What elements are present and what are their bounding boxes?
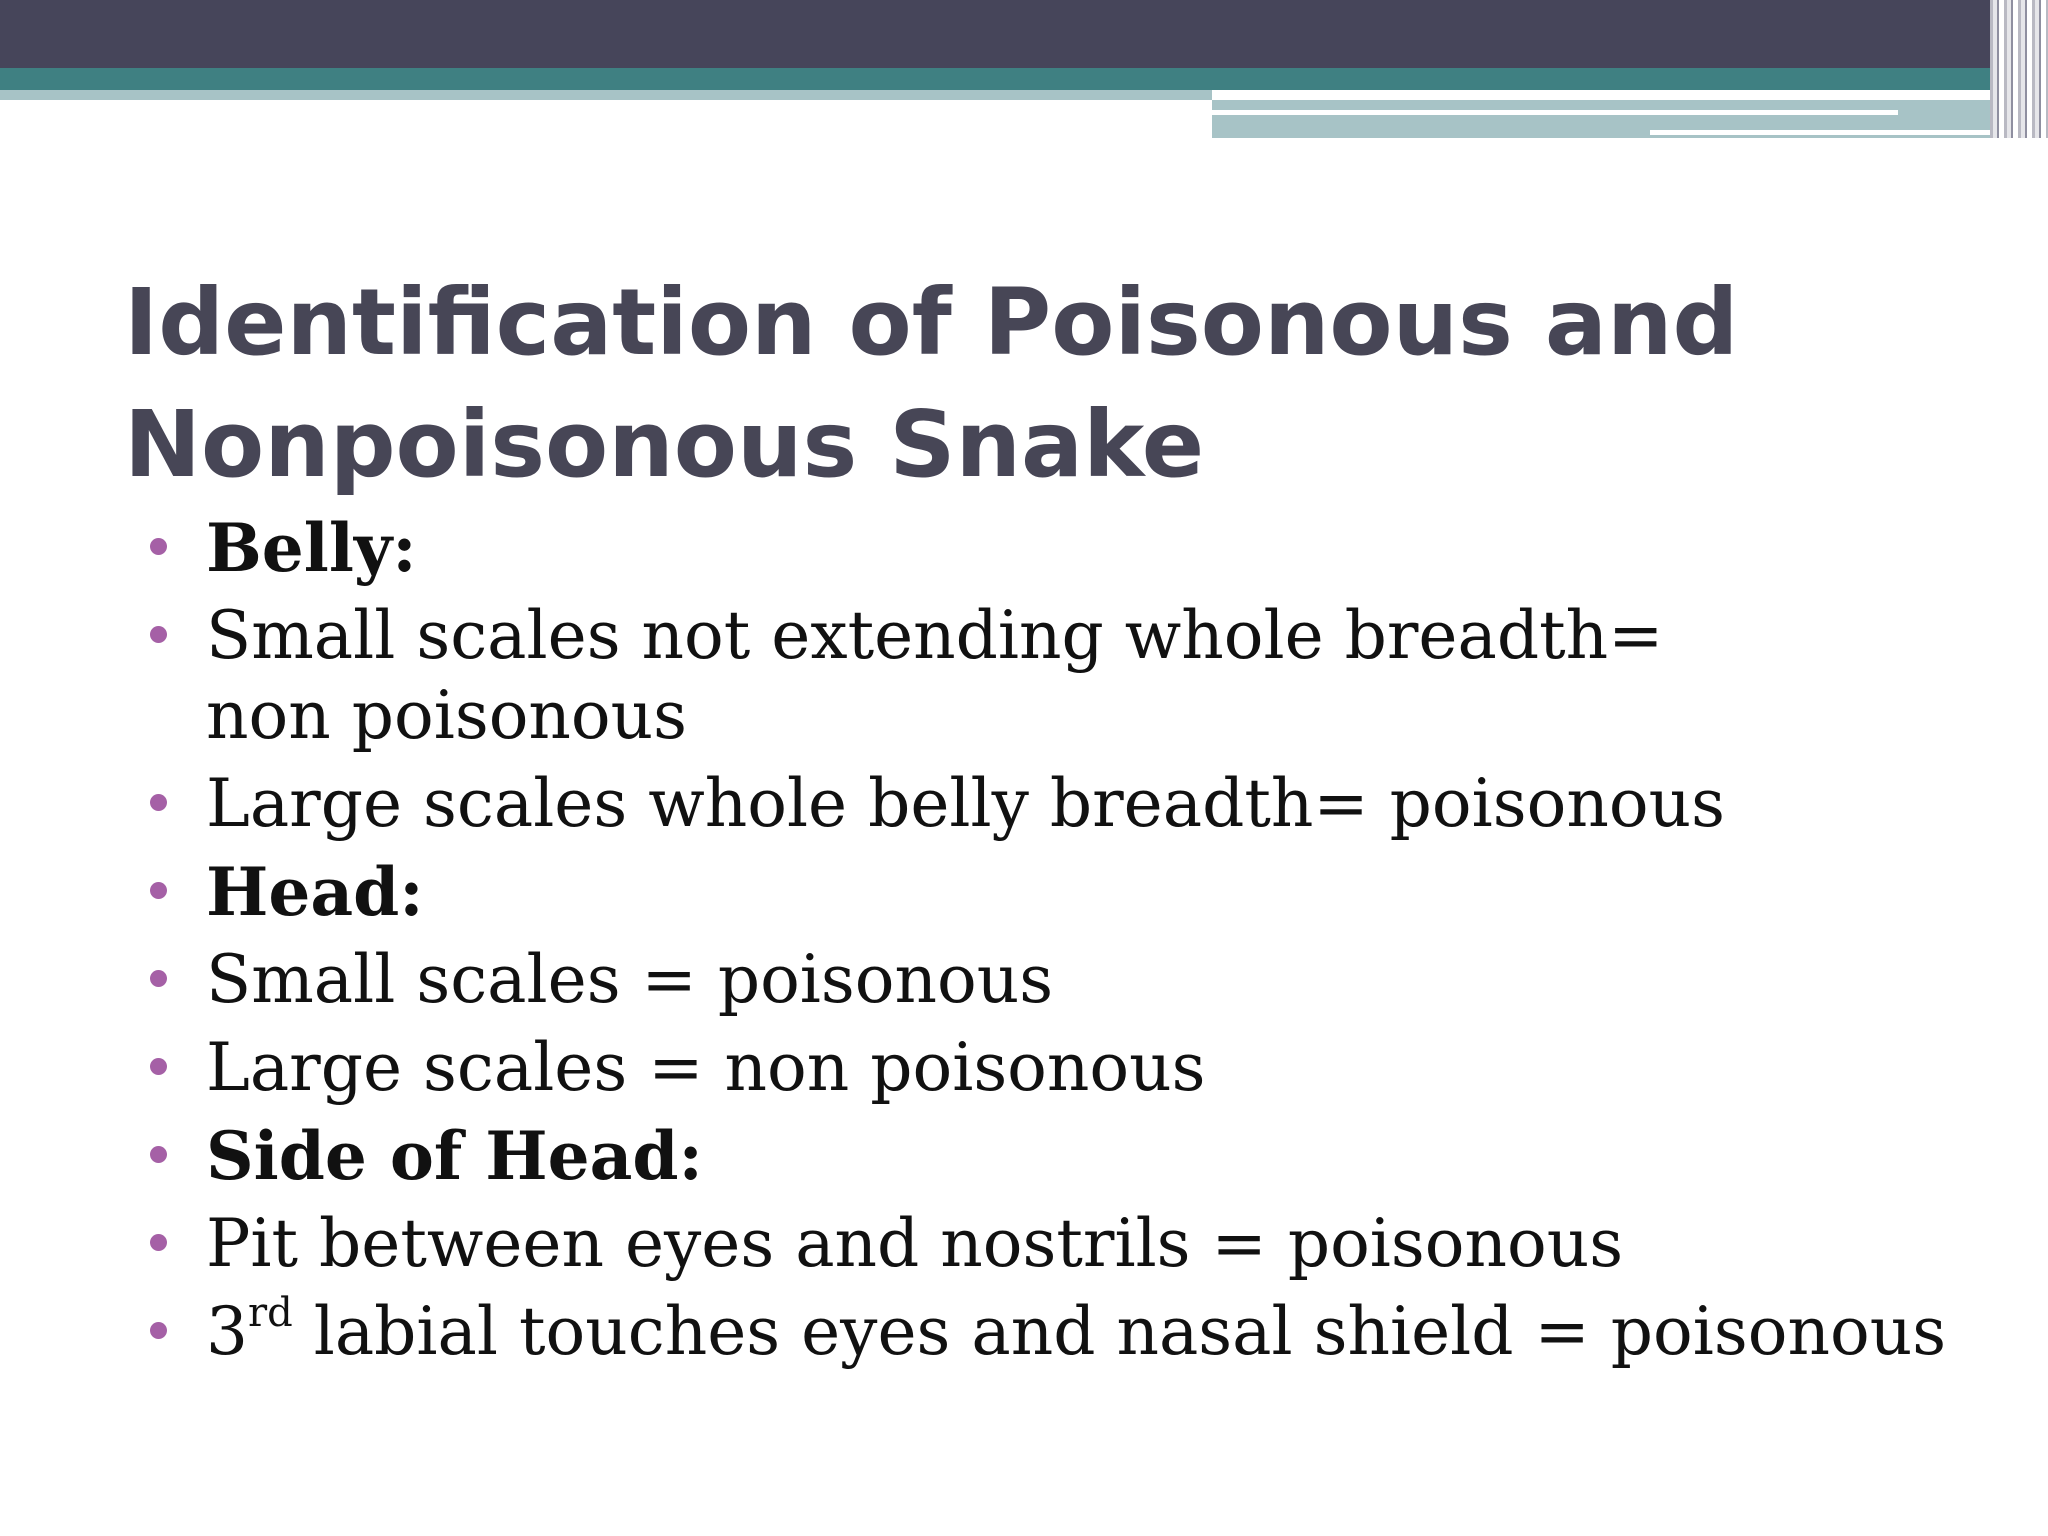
bullet-dot-icon <box>150 970 167 987</box>
bullet-text: Large scales whole belly breadth= poisonous <box>206 765 1725 842</box>
bullet-pit-between-eyes <box>140 1204 1960 1284</box>
bullet-third-labial <box>140 1292 1960 1372</box>
bullet-text: Small scales not extending whole breadth= non poisonous <box>206 597 1664 754</box>
bullet-prefix: 3 <box>206 1293 248 1370</box>
header-line <box>1212 110 1898 115</box>
header-line-short <box>1650 130 1990 135</box>
bullet-text: Pit between eyes and nostrils = poisonous <box>206 1205 1624 1282</box>
header-edge-stripes <box>1990 0 2048 138</box>
bullet-side-of-head-heading <box>140 1116 1960 1196</box>
bullet-dot-icon <box>150 1146 167 1163</box>
bullet-text: Large scales = non poisonous <box>206 1029 1206 1106</box>
bullet-list <box>140 508 1960 1380</box>
slide-title <box>124 262 1884 506</box>
bullet-text: Side of Head: <box>206 1117 703 1195</box>
slide-title-line-1: Identification of Poisonous and <box>124 269 1739 376</box>
bullet-dot-icon <box>150 626 167 643</box>
header-bar <box>0 0 2048 68</box>
bullet-text: Small scales = poisonous <box>206 941 1054 1018</box>
bullet-belly-small-scales <box>140 596 1960 756</box>
bullet-text: labial touches eyes and nasal shield = poisonous <box>292 1293 1947 1370</box>
slide-title-line-2: Nonpoisonous Snake <box>124 391 1205 498</box>
bullet-text: Belly: <box>206 509 417 587</box>
bullet-head-heading <box>140 852 1960 932</box>
bullet-belly-heading <box>140 508 1960 588</box>
bullet-dot-icon <box>150 794 167 811</box>
bullet-dot-icon <box>150 1058 167 1075</box>
bullet-head-small-scales <box>140 940 1960 1020</box>
bullet-belly-large-scales <box>140 764 1960 844</box>
bullet-text: Head: <box>206 853 424 931</box>
bullet-head-large-scales <box>140 1028 1960 1108</box>
bullet-dot-icon <box>150 882 167 899</box>
bullet-dot-icon <box>150 1234 167 1251</box>
bullet-superscript: rd <box>248 1290 293 1336</box>
header-accent-band <box>0 68 1990 90</box>
bullet-dot-icon <box>150 1322 167 1339</box>
bullet-dot-icon <box>150 538 167 555</box>
header-pale-band <box>0 90 1212 100</box>
